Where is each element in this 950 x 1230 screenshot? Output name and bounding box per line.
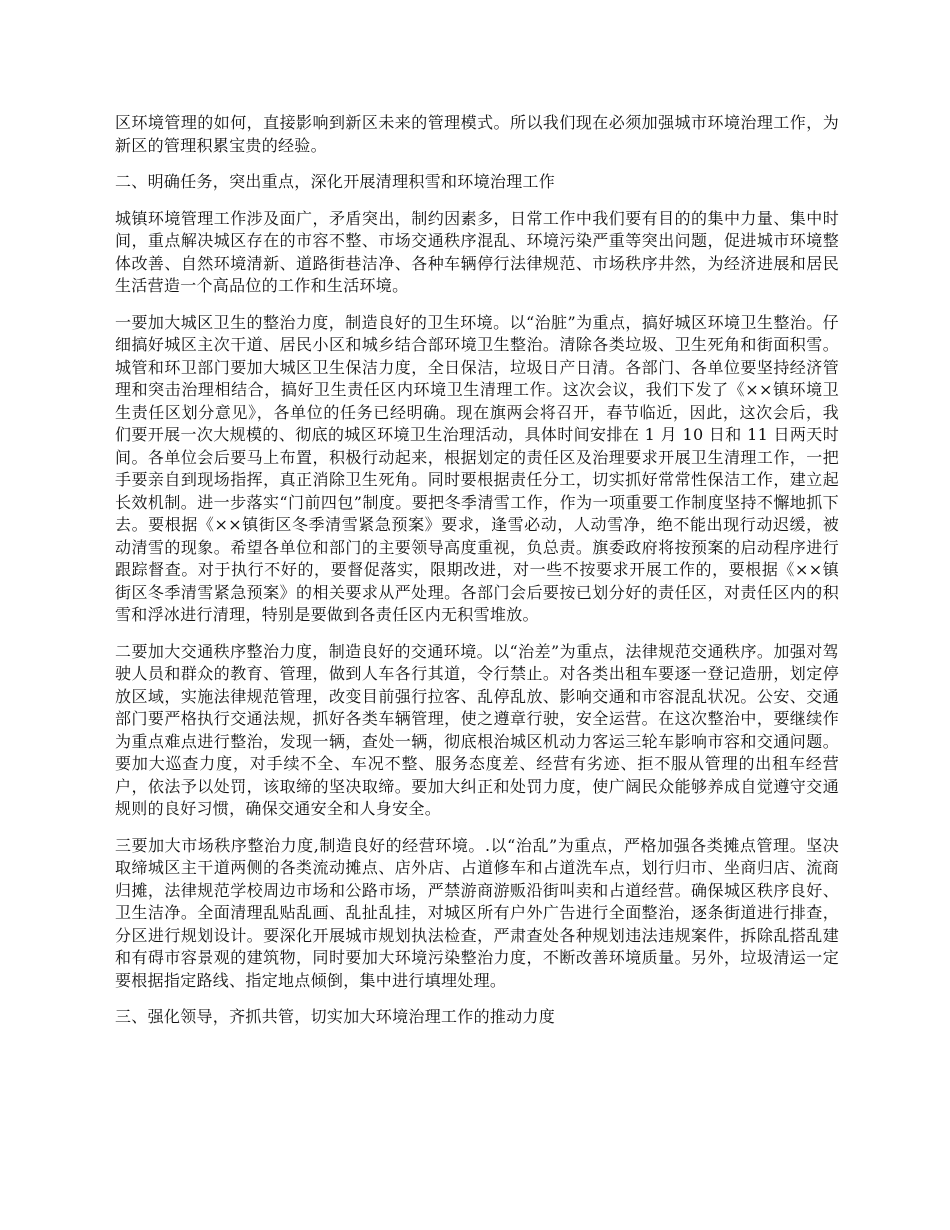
paragraph-market: 三要加大市场秩序整治力度,制造良好的经营环境。.以“治乱”为重点，严格加强各类摊点管理。坚决取缔城区主干道两侧的各类流动摊点、店外店、占道修车和占道洗车点，划行归市、坐商归店、流商归摊，法律规范学校周边市场和公路市场，严禁游商游贩沿街叫卖和占道经营。确保城区秩序良好、卫生洁净。全面清理乱贴乱画、乱扯乱挂，对城区所有户外广告进行全面整治，逐条街道进行排查，分区进行规划设计。要深化开展城市规划执法检查，严肃查处各种规划违法违规案件，拆除乱搭乱建和有碍市容景观的建筑物，同时要加大环境污染整治力度，不断改善环境质量。另外，垃圾清运一定要根据指定路线、指定地点倾倒，集中进行填埋处理。 — [115, 835, 839, 990]
section-heading-3: 三、强化领导，齐抓共管，切实加大环境治理工作的推动力度 — [115, 1007, 556, 1026]
paragraph-sanitation: 一要加大城区卫生的整治力度，制造良好的卫生环境。以“治脏”为重点，搞好城区环境卫生整治。仔细搞好城区主次干道、居民小区和城乡结合部环境卫生整治。清除各类垃圾、卫生死角和街面积雪。城管和环卫部门要加大城区卫生保洁力度，全日保洁，垃圾日产日清。各部门、各单位要坚持经济管理和突击治理相结合，搞好卫生责任区内环境卫生清理工作。这次会议，我们下发了《××镇环境卫生责任区划分意见》，各单位的任务已经明确。现在旗两会将召开，春节临近，因此，这次会后，我们要开展一次大规模的、彻底的城区环境卫生治理活动，具体时间安排在 1 月 10 日和 11 日两天时间。各单位会后要马上布置，积极行动起来，根据划定的责任区及治理要求开展卫生清理工作，一把手要亲自到现场指挥，真正消除卫生死角。同时要根据责任分工，切实抓好常常性保洁工作，建立起长效机制。进一步落实“门前四包”制度。要把冬季清雪工作，作为一项重要工作制度坚持不懈地抓下去。要根据《××镇街区冬季清雪紧急预案》要求，逢雪必动，人动雪净，绝不能出现行动迟缓，被动清雪的现象。希望各单位和部门的主要领导高度重视，负总责。旗委政府将按预案的启动程序进行跟踪督查。对于执行不好的，要督促落实，限期改进，对一些不按要求开展工作的，要根据《××镇街区冬季清雪紧急预案》的相关要求从严处理。各部门会后要按已划分好的责任区，对责任区内的积雪和浮冰进行清理，特别是要做到各责任区内无积雪堆放。 — [115, 312, 839, 624]
paragraph-intro-continuation: 区环境管理的如何，直接影响到新区未来的管理模式。所以我们现在必须加强城市环境治理工作，为新区的管理积累宝贵的经验。 — [115, 113, 839, 155]
document-body — [115, 112, 839, 1043]
paragraph-overview: 城镇环境管理工作涉及面广，矛盾突出，制约因素多，日常工作中我们要有目的的集中力量、集中时间，重点解决城区存在的市容不整、市场交通秩序混乱、环境污染严重等突出问题，促进城市环境整体改善、自然环境清新、道路街巷洁净、各种车辆停行法律规范、市场秩序井然，为经济进展和居民生活营造一个高品位的工作和生活环境。 — [115, 208, 839, 295]
paragraph-traffic: 二要加大交通秩序整治力度，制造良好的交通环境。以“治差”为重点，法律规范交通秩序。加强对驾驶人员和群众的教育、管理，做到人车各行其道，令行禁止。对各类出租车要逐一登记造册，划定停放区域，实施法律规范管理，改变目前强行拉客、乱停乱放、影响交通和市容混乱状况。公安、交通部门要严格执行交通法规，抓好各类车辆管理，使之遵章行驶，安全运营。在这次整治中，要继续作为重点难点进行整治，发现一辆，查处一辆，彻底根治城区机动力客运三轮车影响市容和交通问题。要加大巡查力度，对手续不全、车况不整、服务态度差、经营有劣迹、拒不服从管理的出租车经营户，依法予以处罚，该取缔的坚决取缔。要加大纠正和处罚力度，使广阔民众能够养成自觉遵守交通规则的良好习惯，确保交通安全和人身安全。 — [115, 641, 839, 818]
section-heading-2: 二、明确任务，突出重点，深化开展清理积雪和环境治理工作 — [115, 172, 556, 191]
